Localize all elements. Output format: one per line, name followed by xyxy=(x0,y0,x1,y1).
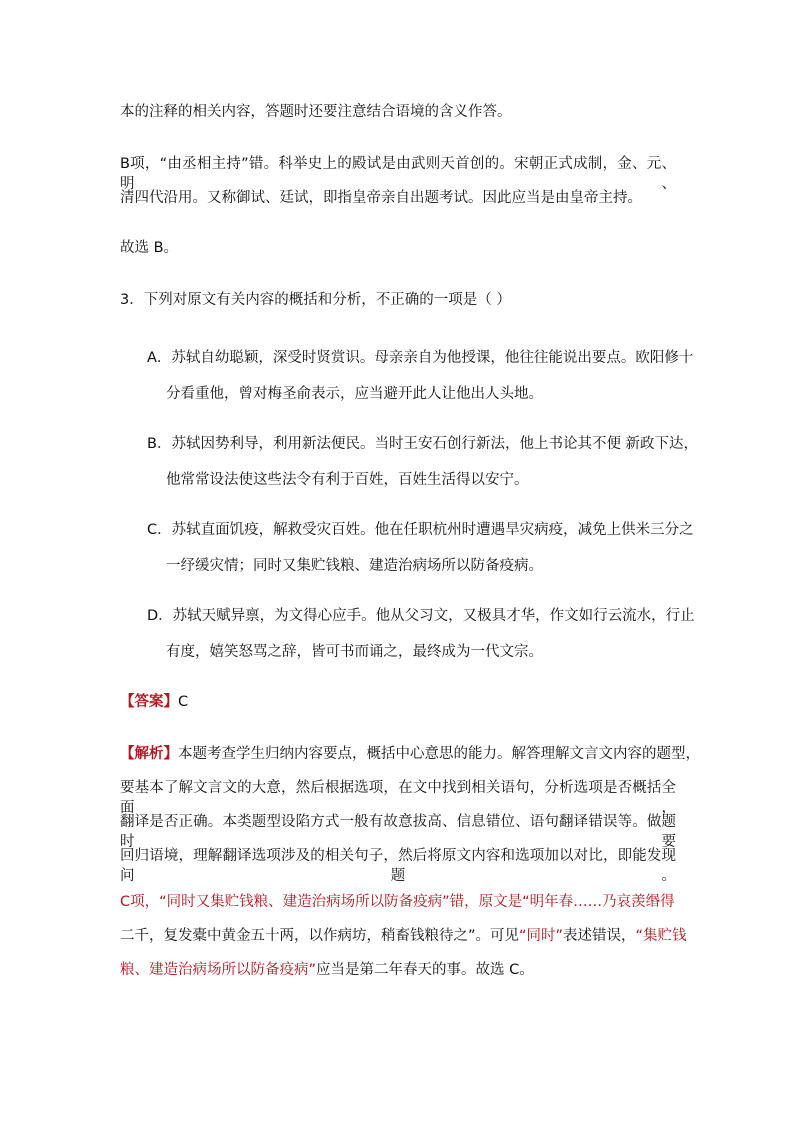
analysis-line: 回归语境，理解翻译选项涉及的相关句子，然后将原文内容和选项加以对比，即能发现问题。 xyxy=(120,848,676,884)
highlight-text: 粮、建造治病场所以防备疫病” xyxy=(120,962,317,978)
analysis-text: 应当是第二年春天的事。故选 C。 xyxy=(316,962,534,978)
analysis-line: 翻译是否正确。本类题型设陷方式一般有故意拔高、信息错位、语句翻译错误等。做题时要 xyxy=(120,814,676,850)
analysis-label: 【解析】 xyxy=(120,746,178,762)
option-c-cont: 一纾缓灾情；同时又集贮钱粮、建造治病场所以防备疫病。 xyxy=(166,558,543,574)
text-line: B项，“由丞相主持”错。科举史上的殿试是由武则天首创的。宋朝正式成制，金、元、明、 xyxy=(120,156,676,192)
option-b: B．苏轼因势利导，利用新法便民。当时王安石创行新法，他上书论其不便 新政下达， xyxy=(147,436,699,452)
answer-value: C xyxy=(178,694,189,710)
analysis-text: 二千，复发橐中黄金五十两，以作病坊，稍畜钱粮待之”。可见 xyxy=(120,928,520,944)
analysis-text: 表述错误， xyxy=(563,928,636,944)
question-stem: 3．下列对原文有关内容的概括和分析，不正确的一项是（ ） xyxy=(120,292,511,308)
analysis-line xyxy=(120,744,700,764)
option-a-cont: 分看重他，曾对梅圣俞表示，应当避开此人让他出人头地。 xyxy=(166,386,543,402)
option-c-analysis xyxy=(120,960,534,980)
option-c-analysis: C项，“同时又集贮钱粮、建造治病场所以防备疫病”错，原文是“明年春……乃哀羡缗得 xyxy=(120,894,675,910)
highlight-text: “同时” xyxy=(519,928,564,944)
option-d-cont: 有度，嬉笑怒骂之辞，皆可书而诵之，最终成为一代文宗。 xyxy=(166,644,543,660)
option-b-cont: 他常常设法使这些法令有利于百姓，百姓生活得以安宁。 xyxy=(166,472,529,488)
option-c-analysis xyxy=(120,926,687,946)
highlight-text: “集贮钱 xyxy=(635,928,687,944)
option-a: A．苏轼自幼聪颖，深受时贤赏识。母亲亲自为他授课，他往往能说出要点。欧阳修十 xyxy=(147,350,694,366)
option-d: D．苏轼天赋异禀，为文得心应手。他从父习文，又极具才华，作文如行云流水，行止 xyxy=(147,608,695,624)
text-line: 清四代沿用。又称御试、廷试，即指皇帝亲自出题考试。因此应当是由皇帝主持。 xyxy=(120,190,642,206)
text-line: 故选 B。 xyxy=(120,240,179,256)
text-line: 本的注释的相关内容，答题时还要注意结合语境的含义作答。 xyxy=(120,104,512,120)
answer-line xyxy=(120,692,188,712)
answer-label: 【答案】 xyxy=(120,694,178,710)
analysis-line: 要基本了解文言文的大意，然后根据选项，在文中找到相关语句，分析选项是否概括全面， xyxy=(120,780,676,816)
analysis-text: 本题考查学生归纳内容要点，概括中心意思的能力。解答理解文言文内容的题型， xyxy=(178,746,700,762)
option-c: C．苏轼直面饥疫，解救受灾百姓。他在任职杭州时遭遇旱灾病疫，减免上供米三分之 xyxy=(147,522,694,538)
